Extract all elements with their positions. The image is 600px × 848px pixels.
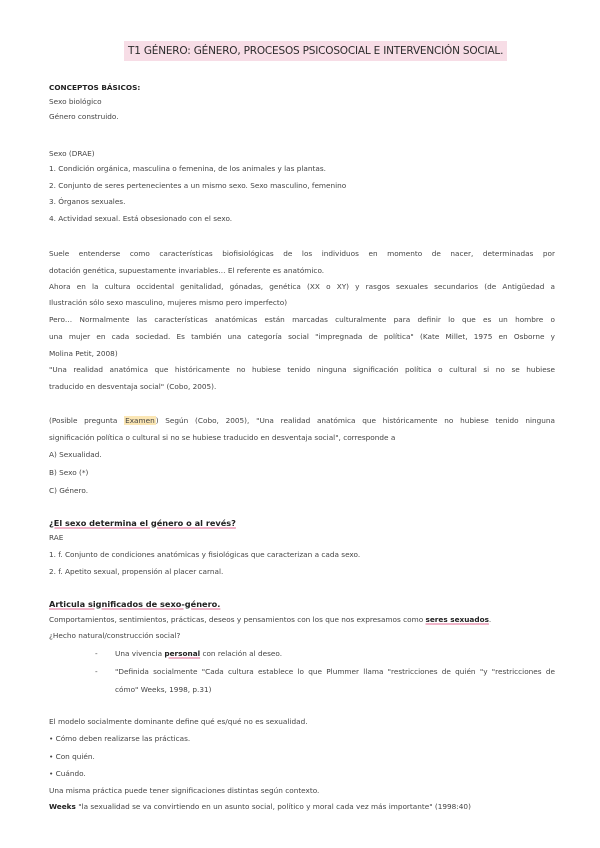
- dash-bullet: -: [95, 649, 98, 658]
- page-title: T1 GÉNERO: GÉNERO, PROCESOS PSICOSOCIAL E INTERVENCIÓN SOCIAL.: [124, 41, 507, 61]
- examen-highlight: Examen: [125, 416, 155, 425]
- paragraph-line: Suele entenderse como características biofisiológicas de los individuos en momento de nacer, determinadas por: [49, 249, 555, 258]
- pregunta-option: B) Sexo (*): [49, 468, 89, 477]
- bold-term: Weeks: [49, 802, 76, 811]
- text-run: .: [488, 615, 492, 624]
- text-run: Comportamientos, sentimientos, prácticas, deseos y pensamientos con los que nos expresamos como: [49, 615, 426, 624]
- paragraph-line: Una misma práctica puede tener significaciones distintas según contexto.: [49, 786, 320, 795]
- pregunta-line: significación política o cultural si no se hubiese traducido en desventaja social", corresponde a: [49, 433, 396, 442]
- rae-label: RAE: [49, 533, 64, 542]
- paragraph-line: Ahora en la cultura occidental genitalidad, gónadas, genética (XX o XY) y rasgos sexuales secundarios (de Antigüedad a: [49, 282, 555, 291]
- section-heading: [49, 518, 555, 529]
- rae-def: 1. f. Conjunto de condiciones anatómicas y fisiológicas que caracterizan a cada sexo.: [49, 550, 361, 559]
- concepto-item: Género construido.: [49, 112, 119, 121]
- paragraph-line: una mujer en cada sociedad. Es también una categoría social "impregnada de política" (Kate Millet, 1975 en Osborne y: [49, 332, 555, 341]
- paragraph-line: ¿Hecho natural/construcción social?: [49, 631, 181, 640]
- paragraph-line: [49, 801, 555, 812]
- pregunta-line: [49, 415, 555, 426]
- sexo-def: 2. Conjunto de seres pertenecientes a un mismo sexo. Sexo masculino, femenino: [49, 181, 347, 190]
- dash-item: cómo" Weeks, 1998, p.31): [115, 685, 212, 694]
- sexo-def: 1. Condición orgánica, masculina o femenina, de los animales y las plantas.: [49, 164, 326, 173]
- bold-term: personal: [164, 649, 201, 658]
- conceptos-heading: CONCEPTOS BÁSICOS:: [49, 83, 141, 92]
- paragraph-line: "Una realidad anatómica que históricamente no hubiese tenido ninguna significación política o cultural si no se hubiese: [49, 365, 555, 374]
- sexo-def: 3. Órganos sexuales.: [49, 197, 126, 206]
- dash-item: [115, 648, 555, 659]
- concepto-item: Sexo biológico: [49, 97, 102, 106]
- pregunta-text: ) Según (Cobo, 2005), "Una realidad anatómica que históricamente no hubiese tenido ninguna: [155, 416, 556, 425]
- sexo-def: 4. Actividad sexual. Está obsesionado con el sexo.: [49, 214, 233, 223]
- bullet-item: • Con quién.: [49, 752, 95, 761]
- text-run: "la sexualidad se va convirtiendo en un asunto social, político y moral cada vez más importante" (1998:40): [75, 802, 471, 811]
- dash-item: "Definida socialmente "Cada cultura establece lo que Plummer llama "restricciones de quién "y "restricciones de: [115, 667, 555, 676]
- text-run: con relación al deseo.: [200, 649, 283, 658]
- paragraph-line: Molina Petit, 2008): [49, 349, 118, 358]
- section-heading-text: Articula significados de sexo-género.: [49, 599, 221, 609]
- pregunta-prefix: (Posible pregunta: [49, 416, 125, 425]
- pregunta-option: A) Sexualidad.: [49, 450, 102, 459]
- rae-def: 2. f. Apetito sexual, propensión al placer carnal.: [49, 567, 224, 576]
- pregunta-option: C) Género.: [49, 486, 89, 495]
- section-heading-text: ¿El sexo determina el género o al revés?: [49, 518, 236, 528]
- paragraph-line: dotación genética, supuestamente invariables… El referente es anatómico.: [49, 266, 325, 275]
- paragraph-line: Ilustración sólo sexo masculino, mujeres mismo pero imperfecto): [49, 298, 288, 307]
- sexo-rae-label: Sexo (DRAE): [49, 149, 95, 158]
- section-heading: [49, 599, 555, 610]
- dash-bullet: -: [95, 667, 98, 676]
- bullet-item: • Cómo deben realizarse las prácticas.: [49, 734, 191, 743]
- bullet-item: • Cuándo.: [49, 769, 86, 778]
- paragraph-line: [49, 614, 555, 625]
- paragraph-line: traducido en desventaja social" (Cobo, 2005).: [49, 382, 217, 391]
- bold-term: seres sexuados: [425, 615, 489, 624]
- paragraph-line: El modelo socialmente dominante define qué es/qué no es sexualidad.: [49, 717, 308, 726]
- paragraph-line: Pero… Normalmente las características anatómicas están marcadas culturalmente para definir lo que es un hombre o: [49, 315, 555, 324]
- text-run: Una vivencia: [115, 649, 165, 658]
